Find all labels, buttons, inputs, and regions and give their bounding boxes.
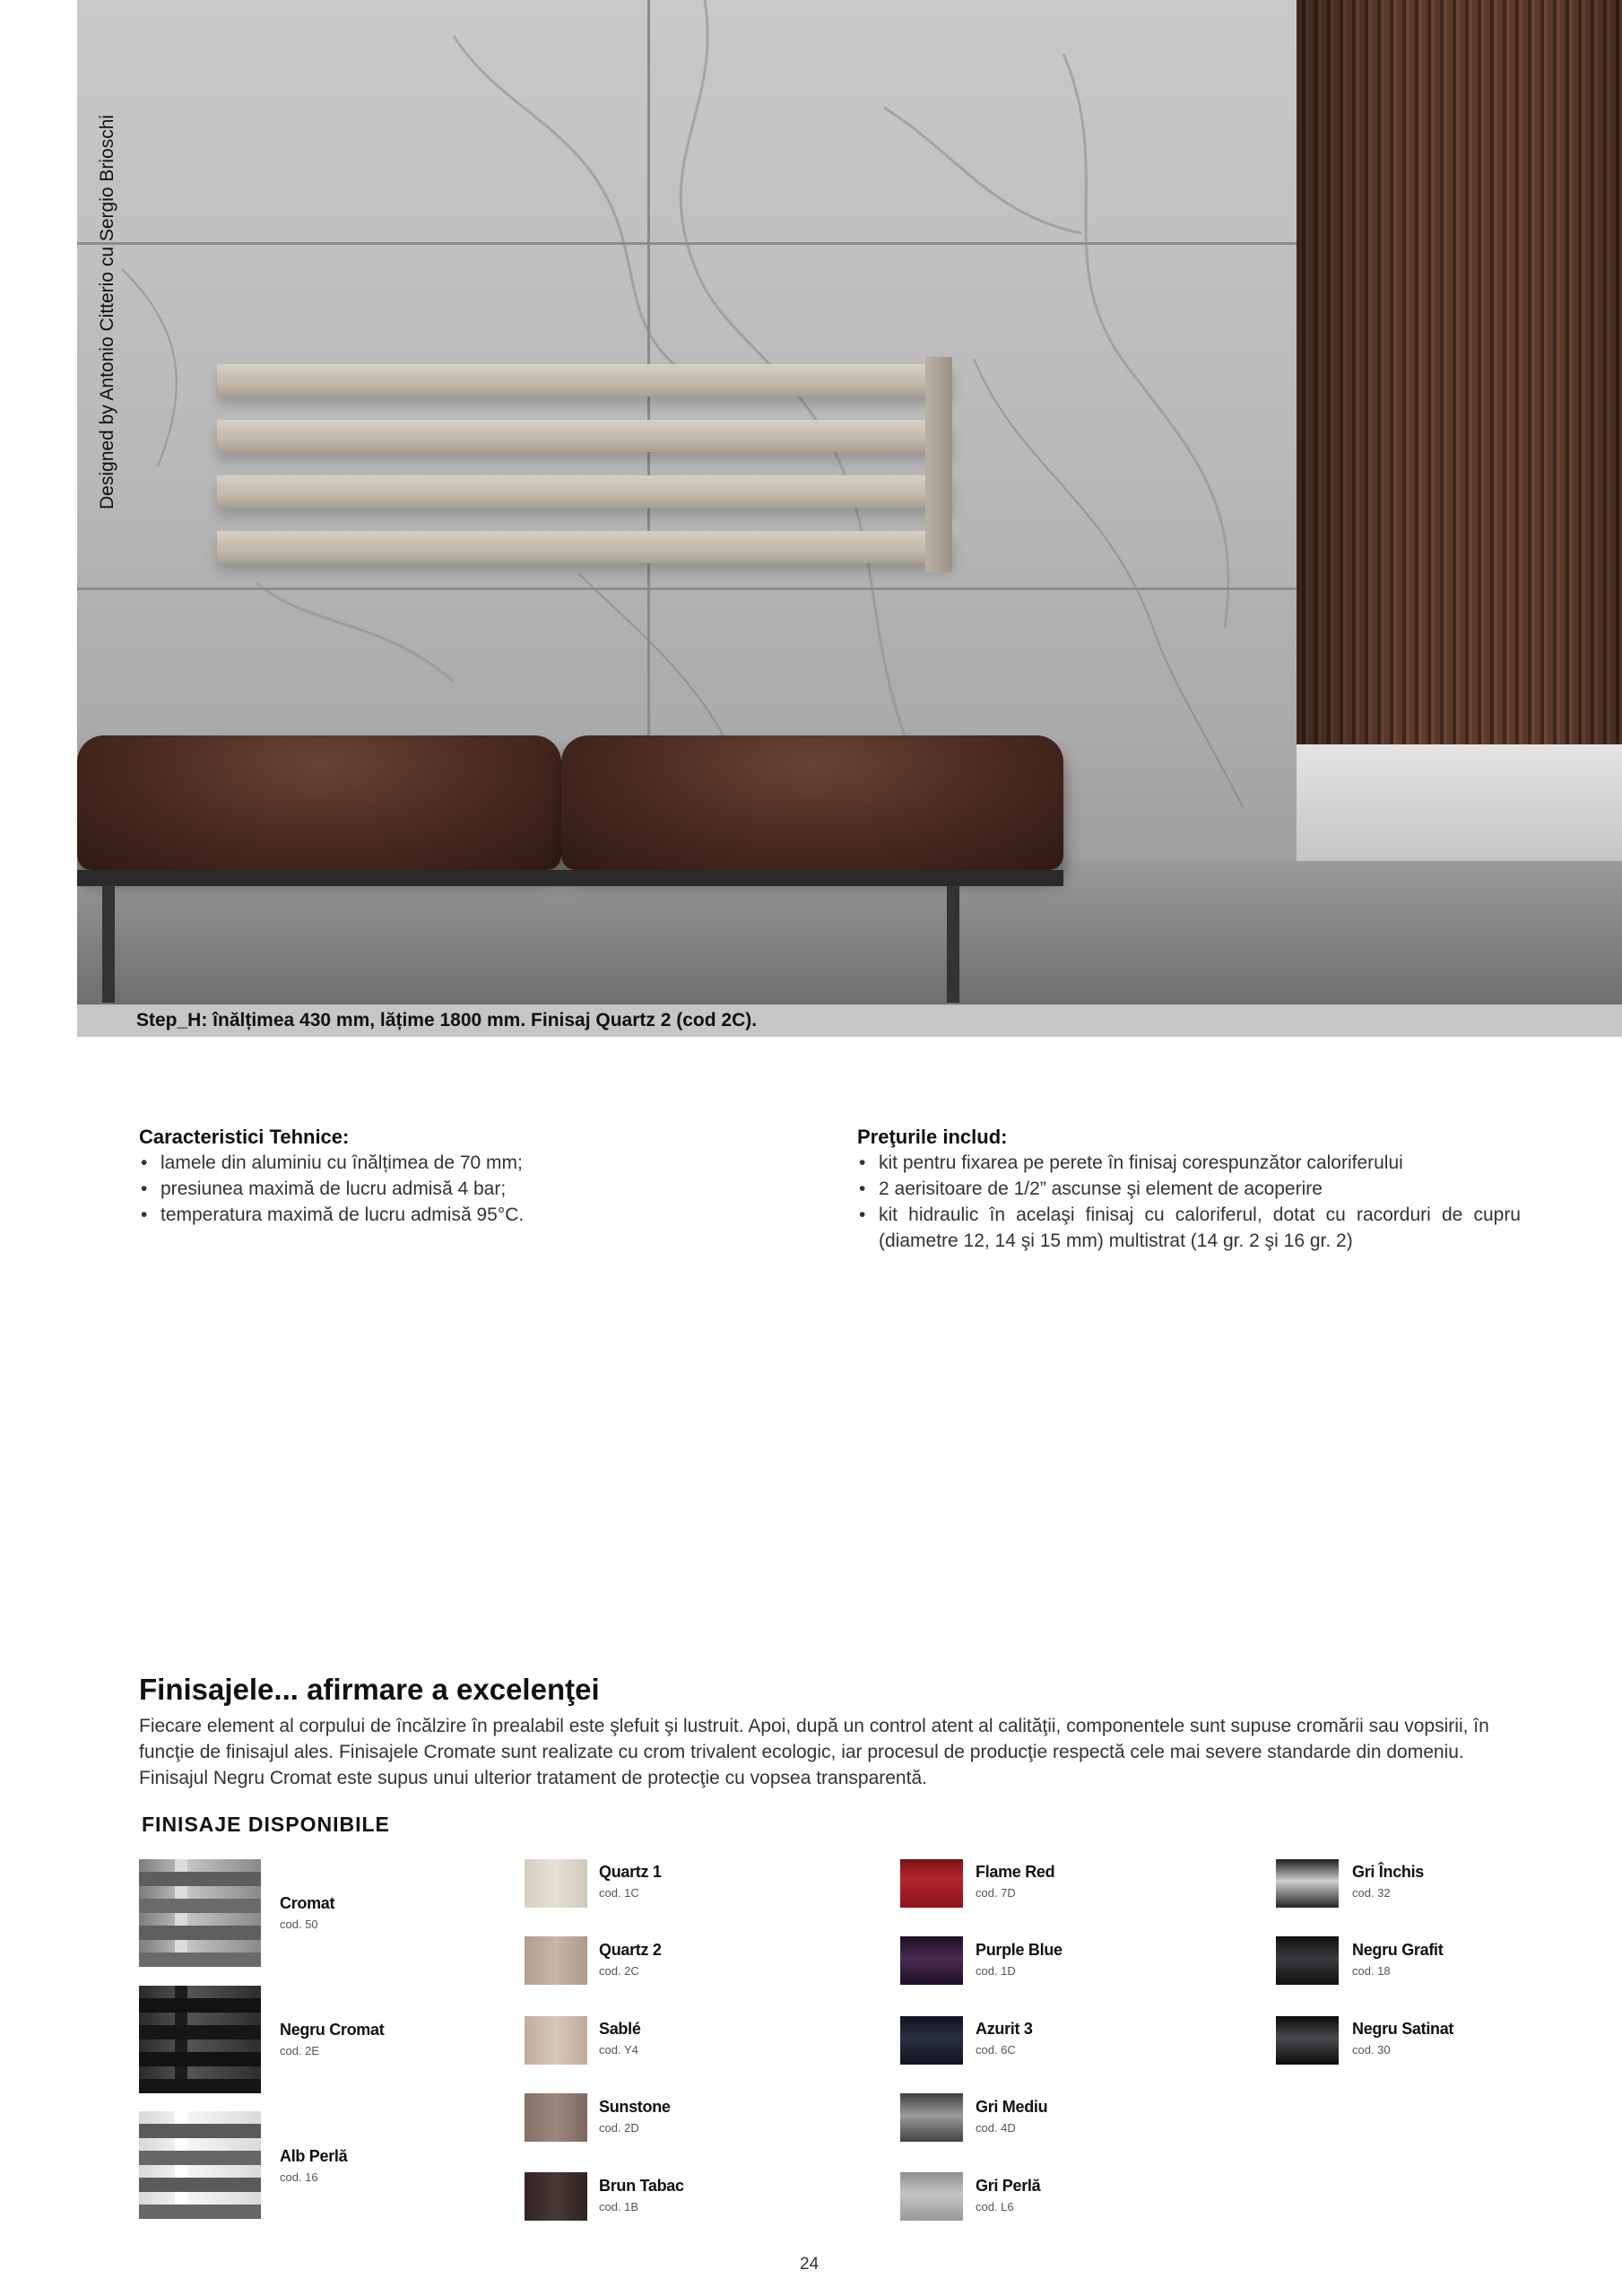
finish-code: cod. 1B xyxy=(599,2200,639,2213)
finish-name: Flame Red xyxy=(976,1863,1055,1881)
finish-code: cod. 2D xyxy=(599,2121,639,2135)
finish-code: cod. L6 xyxy=(976,2200,1014,2213)
page-number: 24 xyxy=(800,2255,820,2274)
finish-swatch-negru-cromat xyxy=(139,1986,261,2093)
finish-code: cod. 16 xyxy=(280,2170,318,2184)
radiator-slat xyxy=(217,475,952,508)
finishes-title: Finisajele... afirmare a excelenţei xyxy=(139,1673,600,1706)
finish-code: cod. 2E xyxy=(280,2044,320,2057)
prices-include xyxy=(857,1124,1521,1254)
finish-name: Sablé xyxy=(599,2020,641,2038)
finish-swatch-negru-satinat xyxy=(1276,2016,1339,2065)
finish-swatch-cromat xyxy=(139,1859,261,1967)
list-item: • temperatura maximă de lucru admisă 95°C. xyxy=(139,1202,820,1228)
finish-swatch-brun-tabac xyxy=(525,2172,587,2221)
finish-swatch-sable xyxy=(525,2016,587,2065)
finish-name: Negru Cromat xyxy=(280,2021,385,2039)
finish-name: Brun Tabac xyxy=(599,2177,684,2195)
finish-name: Quartz 1 xyxy=(599,1863,662,1881)
tech-specs xyxy=(139,1124,820,1228)
bench-leg xyxy=(947,886,959,1003)
finish-code: cod. 32 xyxy=(1352,1886,1391,1900)
finish-swatch-quartz-1 xyxy=(525,1859,587,1908)
finish-code: cod. 4D xyxy=(976,2121,1016,2135)
finish-name: Azurit 3 xyxy=(976,2020,1033,2038)
bench-cushion xyxy=(77,735,561,870)
finish-code: cod. 1C xyxy=(599,1886,639,1900)
finish-name: Cromat xyxy=(280,1894,335,1912)
available-finishes-title: FINISAJE DISPONIBILE xyxy=(142,1813,390,1836)
list-item: • 2 aerisitoare de 1/2” ascunse şi element de acoperire xyxy=(857,1176,1521,1202)
finish-code: cod. 1D xyxy=(976,1964,1016,1978)
tile-joint xyxy=(77,242,1297,245)
tile-joint xyxy=(77,587,1297,590)
finish-swatch-gri-inchis xyxy=(1276,1859,1339,1908)
prices-list xyxy=(857,1150,1521,1254)
radiator-slat xyxy=(217,531,952,563)
bench-cushion xyxy=(561,735,1063,870)
finish-swatch-purple-blue xyxy=(900,1936,963,1985)
finish-name: Sunstone xyxy=(599,2098,671,2116)
radiator-step-h xyxy=(217,357,952,572)
finish-swatch-negru-grafit xyxy=(1276,1936,1339,1985)
finish-code: cod. 50 xyxy=(280,1918,318,1931)
prices-title: Preţurile includ: xyxy=(857,1126,1008,1148)
list-item: • kit hidraulic în acelaşi finisaj cu caloriferul, dotat cu racorduri de cupru (diametre 12, 14 şi 15 mm) multistrat (14 gr. 2 şi 16 gr. 2) xyxy=(857,1202,1521,1254)
tech-specs-title: Caracteristici Tehnice: xyxy=(139,1126,350,1148)
finish-name: Alb Perlă xyxy=(280,2147,348,2165)
list-item: • presiunea maximă de lucru admisă 4 bar; xyxy=(139,1176,820,1202)
bench xyxy=(77,735,1126,1004)
finish-code: cod. 7D xyxy=(976,1886,1016,1900)
finish-swatch-gri-mediu xyxy=(900,2093,963,2142)
finish-swatch-alb-perla xyxy=(139,2111,261,2219)
finish-code: cod. 18 xyxy=(1352,1964,1391,1978)
list-item: • kit pentru fixarea pe perete în finisaj corespunzător caloriferului xyxy=(857,1150,1521,1176)
finish-name: Gri Mediu xyxy=(976,2098,1048,2116)
bench-leg xyxy=(102,886,115,1003)
finish-swatch-sunstone xyxy=(525,2093,587,2142)
finish-name: Gri Închis xyxy=(1352,1863,1425,1881)
radiator-slat xyxy=(217,364,952,396)
finish-swatch-azurit-3 xyxy=(900,2016,963,2065)
finish-code: cod. 2C xyxy=(599,1964,639,1978)
designer-credit: Designed by Antonio Citterio cu Sergio Brioschi xyxy=(97,114,117,509)
wood-shadow xyxy=(1297,0,1622,744)
finish-name: Purple Blue xyxy=(976,1941,1063,1959)
finish-name: Gri Perlă xyxy=(976,2177,1041,2195)
finishes-description: Fiecare element al corpului de încălzire în prealabil este şlefuit şi lustruit. Apoi, după un control atent al calităţii, componentele sunt supuse cromării sau vopsirii, în funcţie de finisajul ales. Finisajele Cromate sunt realizate cu crom trivalent ecologic, iar procesul de producţie respectă cele mai severe standarde din domeniu. Finisajul Negru Cromat este supus unui ulterior tratament de protecţie cu vopsea transparentă. xyxy=(139,1716,1489,1788)
radiator-side xyxy=(925,357,952,572)
finish-name: Quartz 2 xyxy=(599,1941,662,1959)
finish-swatch-flame-red xyxy=(900,1859,963,1908)
hero-photo xyxy=(77,0,1622,1004)
finish-name: Negru Grafit xyxy=(1352,1941,1444,1959)
photo-caption: Step_H: înălțimea 430 mm, lățime 1800 mm. Finisaj Quartz 2 (cod 2C). xyxy=(136,1010,758,1031)
finish-code: cod. 30 xyxy=(1352,2043,1391,2057)
finish-swatch-gri-perla xyxy=(900,2172,963,2221)
finish-code: cod. 6C xyxy=(976,2043,1016,2057)
tech-specs-list xyxy=(139,1150,820,1228)
finish-name: Negru Satinat xyxy=(1352,2020,1454,2038)
finish-code: cod. Y4 xyxy=(599,2043,638,2057)
list-item: • lamele din aluminiu cu înălțimea de 70 mm; xyxy=(139,1150,820,1176)
radiator-slat xyxy=(217,420,952,452)
finish-swatch-quartz-2 xyxy=(525,1936,587,1985)
bench-frame xyxy=(77,870,1063,886)
